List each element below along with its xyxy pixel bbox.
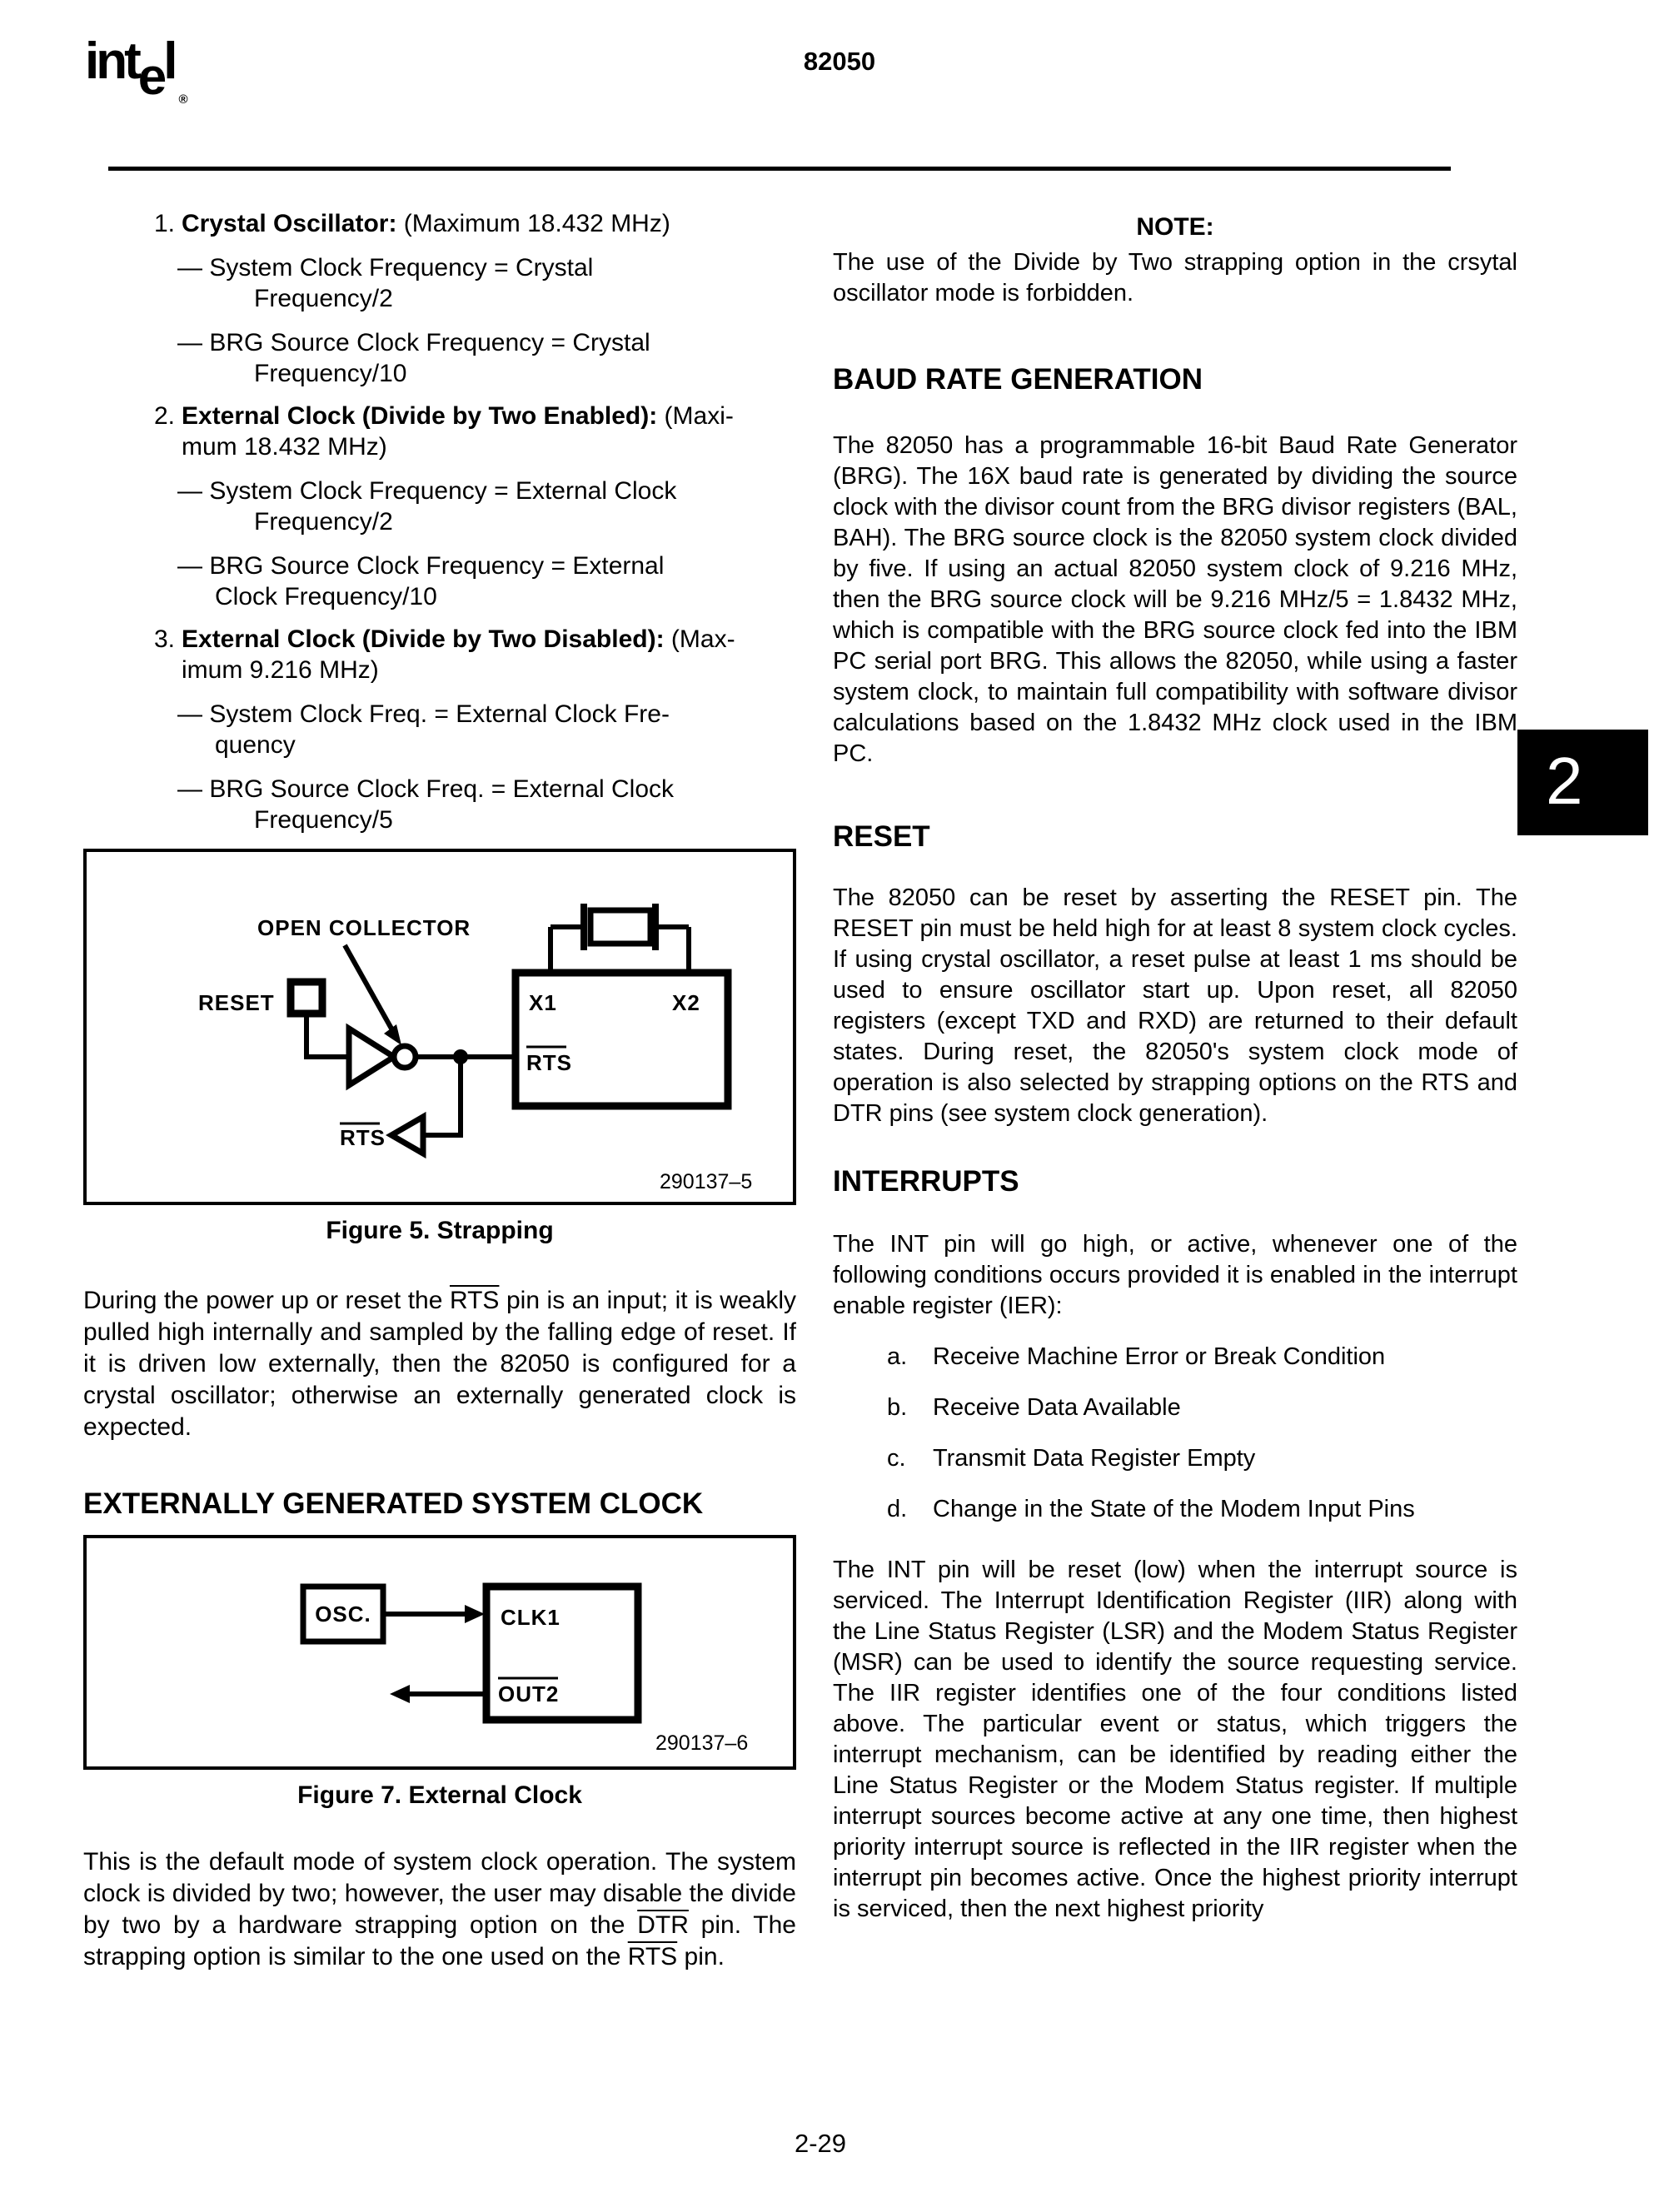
interrupt-conditions-list bbox=[833, 1342, 1517, 1525]
list-subitem-line1: — BRG Source Clock Frequency = External bbox=[177, 552, 665, 580]
list-item-text: Receive Data Available bbox=[933, 1394, 1181, 1421]
dtr-overlined-text: $\overline{DTR}$ bbox=[637, 1911, 689, 1939]
list-subitem-line2: Frequency/2 bbox=[254, 508, 393, 536]
out2-label: OUT2 bbox=[498, 1681, 560, 1706]
list-item bbox=[83, 624, 796, 835]
list-item-text: Change in the State of the Modem Input Pins bbox=[933, 1496, 1415, 1522]
reset-wire bbox=[306, 1014, 349, 1057]
x1-label: X1 bbox=[529, 990, 557, 1015]
intel-logo bbox=[85, 32, 188, 107]
strapping-schematic bbox=[87, 852, 793, 1202]
intel-logo-int: int bbox=[85, 32, 138, 90]
list-item-letter: b. bbox=[887, 1394, 908, 1421]
list-item bbox=[833, 1342, 1517, 1373]
figure5-code: 290137–5 bbox=[660, 1170, 753, 1193]
list-item-suffix: (Maxi- bbox=[657, 402, 734, 430]
list-item bbox=[833, 1494, 1517, 1525]
figure7-code: 290137–6 bbox=[655, 1731, 749, 1755]
paragraph-text: pin is an input; it is weakly pulled high internally and sampled by the falling edge of reset. If it is driven low externally, then the 82050 is configured for a crystal oscillator; otherwise an externally generated clock is expected. bbox=[83, 1287, 796, 1441]
intel-logo-l: l bbox=[163, 32, 175, 90]
list-item-title: External Clock (Divide by Two Disabled): bbox=[182, 625, 665, 653]
page-number: 2-29 bbox=[794, 2129, 847, 2158]
paragraph-text: pin. The strapping option is similar to the one used on the bbox=[83, 1911, 796, 1970]
left-column bbox=[83, 208, 796, 1973]
list-subitem bbox=[83, 476, 796, 537]
note-body: The use of the Divide by Two strapping option in the crsytal oscillator mode is forbidden. bbox=[833, 249, 1517, 306]
list-item-title: External Clock (Divide by Two Enabled): bbox=[182, 402, 658, 430]
clk1-label: CLK1 bbox=[501, 1605, 560, 1630]
note-block bbox=[833, 212, 1517, 309]
list-subitem bbox=[83, 774, 796, 835]
list-item-line bbox=[83, 208, 796, 239]
list-subitem-line2: Clock Frequency/10 bbox=[215, 583, 437, 610]
x2-label: X2 bbox=[672, 990, 700, 1015]
interrupts-intro-paragraph: The INT pin will go high, or active, whenever one of the following conditions occurs provided it is enabled in the interrupt enable register (IER): bbox=[833, 1231, 1517, 1319]
list-item-text: Receive Machine Error or Break Condition bbox=[933, 1343, 1386, 1370]
list-subitem-line1: — System Clock Frequency = External Clock bbox=[177, 477, 677, 505]
list-subitem-line2: quency bbox=[215, 731, 296, 759]
inverter-bubble-icon bbox=[394, 1046, 416, 1068]
out2-arrowhead-icon bbox=[390, 1685, 410, 1703]
list-item-letter: a. bbox=[887, 1343, 908, 1370]
rts-overlined-text: $\overline{RTS}$ bbox=[627, 1943, 678, 1970]
list-item bbox=[83, 401, 796, 612]
crystal-body bbox=[590, 910, 650, 944]
registered-trademark-icon: ® bbox=[178, 92, 188, 107]
open-collector-label: OPEN COLLECTOR bbox=[257, 915, 471, 940]
rts-buffer-triangle-icon bbox=[391, 1117, 423, 1153]
baud-rate-generation-heading: BAUD RATE GENERATION bbox=[833, 363, 1203, 396]
figure5-caption: Figure 5. Strapping bbox=[326, 1217, 554, 1244]
list-item-number: 3. bbox=[154, 625, 176, 653]
list-subitem-line1: — BRG Source Clock Frequency = Crystal bbox=[177, 329, 650, 356]
list-item-line bbox=[83, 624, 796, 655]
section-tab-number: 2 bbox=[1546, 744, 1583, 818]
list-subitem-line1: — System Clock Frequency = Crystal bbox=[177, 254, 594, 281]
rts-buffer-label: RTS bbox=[340, 1125, 386, 1150]
list-item-letter: d. bbox=[887, 1496, 908, 1522]
intel-logo-dropped-e: e bbox=[137, 48, 164, 106]
list-subitem-line2: Frequency/2 bbox=[254, 285, 393, 312]
right-column bbox=[833, 212, 1517, 1925]
list-item-suffix: (Max- bbox=[664, 625, 735, 653]
list-subitem bbox=[83, 551, 796, 612]
header-rule bbox=[108, 167, 1451, 171]
feedback-wire bbox=[423, 1057, 461, 1135]
list-item-title: Crystal Oscillator: bbox=[182, 210, 397, 237]
list-item bbox=[83, 208, 796, 389]
oscillator-label: OSC. bbox=[315, 1602, 371, 1627]
figure-external-clock bbox=[83, 1535, 796, 1770]
powerup-paragraph bbox=[83, 1285, 796, 1443]
reset-paragraph: The 82050 can be reset by asserting the RESET pin. The RESET pin must be held high for at least 8 system clock cycles. If using crystal oscillator, a reset pulse at least 1 ms should be used to ensure oscillator start up. Upon reset, all 82050 registers (except TXD and RXD) are returned to their default states. During reset, the 82050's system clock mode of operation is also selected by strapping options on the RTS and DTR pins (see system clock generation). bbox=[833, 884, 1517, 1127]
clk1-arrowhead-icon bbox=[465, 1605, 485, 1623]
list-item-line bbox=[83, 401, 796, 431]
list-item bbox=[833, 1443, 1517, 1474]
list-item-number: 2. bbox=[154, 402, 176, 430]
note-title: NOTE: bbox=[1136, 213, 1214, 241]
paragraph-text: During the power up or reset the bbox=[83, 1287, 450, 1314]
list-subitem-line2: Frequency/10 bbox=[254, 360, 407, 387]
list-subitem bbox=[83, 327, 796, 389]
external-clock-schematic bbox=[87, 1538, 793, 1766]
interrupts-heading: INTERRUPTS bbox=[833, 1165, 1019, 1198]
list-item-letter: c. bbox=[887, 1445, 906, 1472]
open-collector-arrow-line bbox=[345, 945, 391, 1029]
paragraph-text: pin. bbox=[677, 1943, 725, 1970]
list-item bbox=[833, 1392, 1517, 1423]
list-subitem-line1: — System Clock Freq. = External Clock Fre- bbox=[177, 700, 670, 728]
figure7-caption: Figure 7. External Clock bbox=[297, 1781, 582, 1809]
interrupts-body-paragraph: The INT pin will be reset (low) when the interrupt source is serviced. The Interrupt Identification Register (IIR) along with the Line Status Register (LSR) and the Modem Status Register (MSR) can be used to identify the source requesting service. The IIR register identifies one of the four conditions listed above. The particular event or status, which triggers the interrupt mechanism, can be identified by reading either the Line Status Register or the Modem Status register. If multiple interrupt sources become active at any one time, then highest priority interrupt source is reflected in the IIR register when the interrupt pin becomes active. Once the highest priority interrupt is serviced, then the next highest priority bbox=[833, 1557, 1517, 1922]
list-subitem bbox=[83, 699, 796, 760]
inverter-triangle-icon bbox=[349, 1029, 394, 1085]
list-item-continuation: imum 9.216 MHz) bbox=[182, 656, 379, 684]
list-item-text: Transmit Data Register Empty bbox=[933, 1445, 1256, 1472]
rts-pin-label: RTS bbox=[526, 1050, 572, 1075]
list-item-suffix: (Maximum 18.432 MHz) bbox=[396, 210, 670, 237]
externally-generated-clock-heading: EXTERNALLY GENERATED SYSTEM CLOCK bbox=[83, 1487, 704, 1520]
rts-overlined-text: $\overline{RTS}$ bbox=[449, 1287, 500, 1314]
document-number: 82050 bbox=[803, 47, 876, 76]
default-mode-paragraph bbox=[83, 1846, 796, 1973]
open-collector-arrowhead-icon bbox=[384, 1024, 401, 1045]
list-subitem-line1: — BRG Source Clock Freq. = External Clock bbox=[177, 775, 675, 803]
figure-strapping bbox=[83, 849, 796, 1205]
list-item-number: 1. bbox=[154, 210, 176, 237]
system-clock-options-list bbox=[83, 208, 796, 835]
list-subitem-line2: Frequency/5 bbox=[254, 806, 393, 834]
list-item-continuation: mum 18.432 MHz) bbox=[182, 433, 387, 461]
reset-heading: RESET bbox=[833, 820, 930, 853]
reset-pin-square bbox=[291, 982, 322, 1014]
list-subitem bbox=[83, 252, 796, 314]
section-tab bbox=[1517, 730, 1648, 835]
reset-label: RESET bbox=[198, 990, 275, 1015]
baud-rate-generation-paragraph: The 82050 has a programmable 16-bit Baud Rate Generator (BRG). The 16X baud rate is generated by dividing the source clock with the divisor count from the BRG divisor registers (BAL, BAH). The BRG source clock is the 82050 system clock divided by five. If using an actual 82050 system clock of 9.216 MHz, then the BRG source clock will be 9.216 MHz/5 = 1.8432 MHz, which is compatible with the BRG source clock fed into the IBM PC serial port BRG. This allows the 82050, while using a faster system clock, to maintain full compatibility with software divisor calculations based on the 1.8432 MHz clock used in the IBM PC. bbox=[833, 432, 1517, 767]
paragraph-text: This is the default mode of system clock operation. The system clock is divided by two; however, the user may disable the divide by two by a hardware strapping option on the bbox=[83, 1848, 796, 1939]
